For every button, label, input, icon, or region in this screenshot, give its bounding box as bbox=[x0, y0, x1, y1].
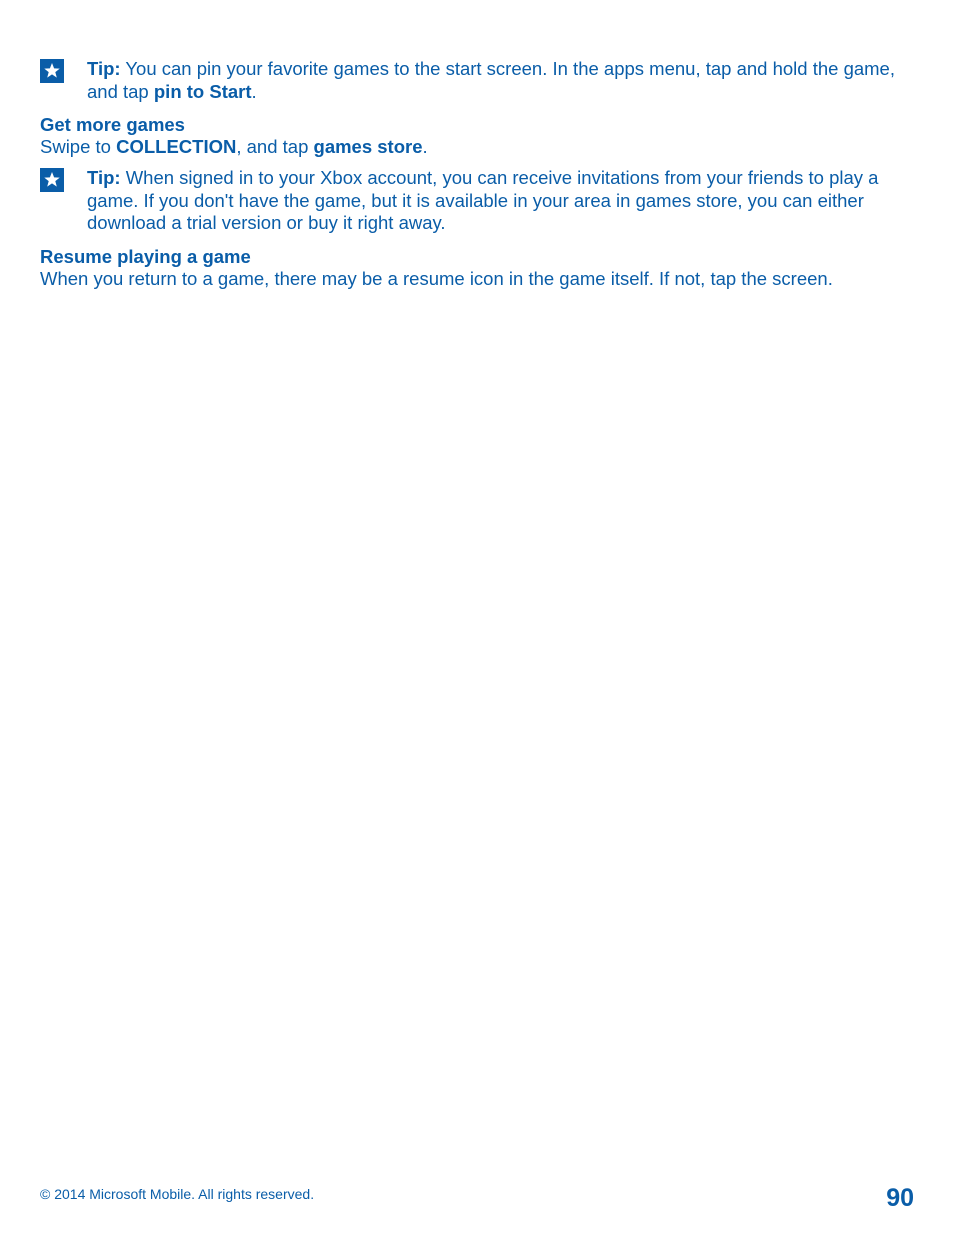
tip-1-end: . bbox=[251, 80, 257, 102]
section-heading: Resume playing a game bbox=[40, 246, 251, 267]
star-icon bbox=[40, 59, 64, 83]
tip-1-text bbox=[87, 58, 916, 103]
page-number: 90 bbox=[886, 1184, 914, 1212]
copyright-text: © 2014 Microsoft Mobile. All rights reserved. bbox=[40, 1186, 315, 1202]
star-icon bbox=[40, 168, 64, 192]
pin-to-start-label: pin to Start bbox=[153, 80, 252, 102]
tip-1-body: You can pin your favorite games to the start screen. In the apps menu, tap and hold the game, and tap bbox=[87, 58, 895, 102]
body-text: , and tap bbox=[236, 136, 314, 157]
tip-2 bbox=[40, 167, 916, 235]
tip-label: Tip: bbox=[87, 167, 121, 188]
section-get-more-games bbox=[40, 114, 920, 158]
section-body bbox=[40, 136, 920, 158]
body-end: . bbox=[422, 136, 428, 157]
section-body: When you return to a game, there may be a resume icon in the game itself. If not, tap the screen. bbox=[40, 268, 833, 289]
collection-label: COLLECTION bbox=[116, 136, 237, 157]
section-resume-playing bbox=[40, 246, 920, 290]
tip-label: Tip: bbox=[87, 58, 121, 79]
section-heading: Get more games bbox=[40, 114, 185, 135]
games-store-label: games store bbox=[313, 136, 423, 157]
tip-2-body: When signed in to your Xbox account, you can receive invitations from your friends to play a game. If you don't have the game, but it is available in your area in games store, you can either download a trial version or buy it right away. bbox=[87, 167, 879, 233]
tip-2-text bbox=[87, 167, 916, 235]
tip-1 bbox=[40, 58, 916, 103]
body-text: Swipe to bbox=[40, 136, 117, 157]
